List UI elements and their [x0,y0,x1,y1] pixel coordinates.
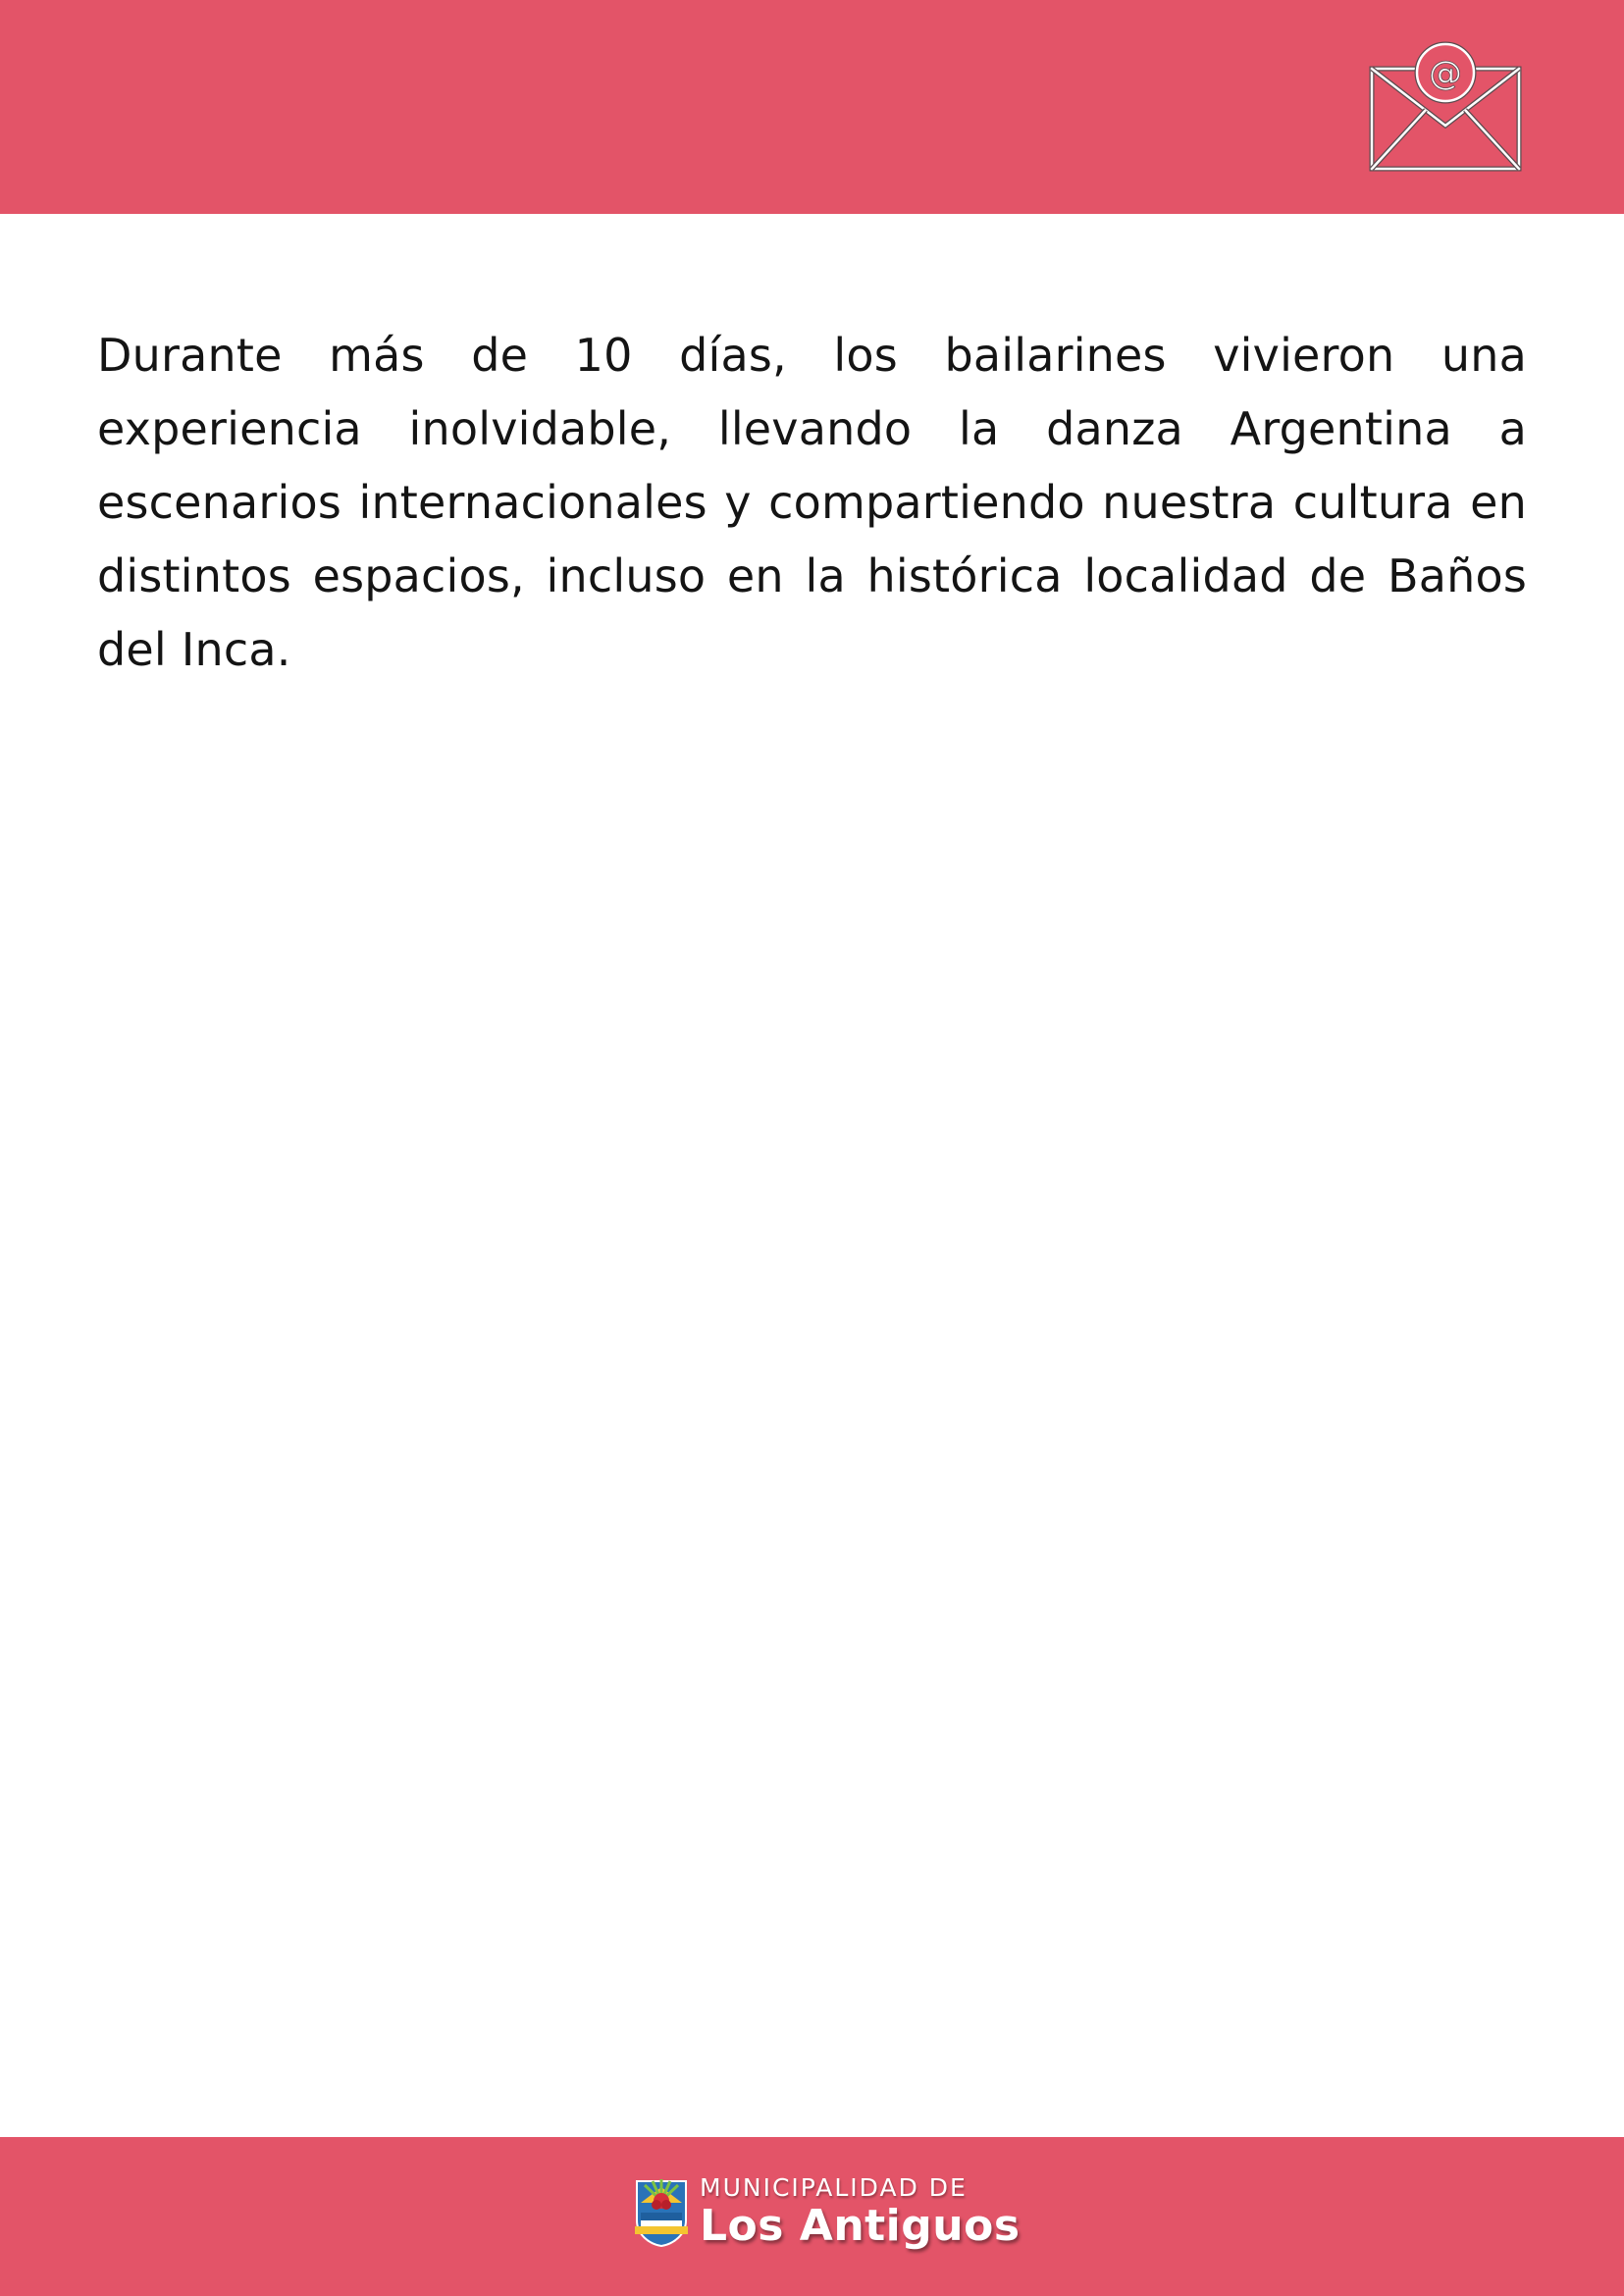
municipality-logo [633,2172,1021,2251]
body-paragraph: Durante más de 10 días, los bailarines vivieron una experiencia inolvidable, llevando la danza Argentina a escenarios internacionales y compartiendo nuestra cultura en distintos espacios, incluso en la histórica localidad de Baños del Inca. [97,329,1527,676]
mail-at-icon [1364,39,1531,177]
logo-line-municipalidad: MUNICIPALIDAD DE [700,2173,968,2202]
municipal-crest-icon [633,2175,690,2248]
logo-text [700,2173,1021,2250]
svg-text:@: @ [1429,54,1462,93]
header-band [0,0,1624,214]
logo-line-los-antiguos: Los Antiguos [700,2201,1021,2251]
